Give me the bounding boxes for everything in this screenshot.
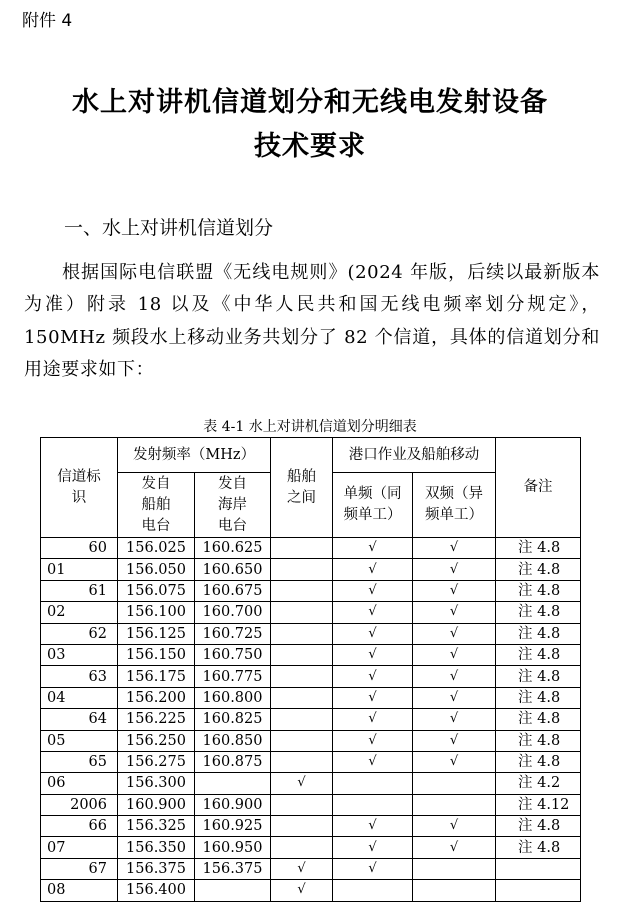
channel-id-cell: 08 (41, 880, 118, 901)
header-single-frequency: 单频（同频单工） (333, 473, 413, 538)
channel-id-cell: 2006 (41, 794, 118, 815)
ship-to-ship-cell (271, 644, 333, 665)
ship-frequency-cell: 156.250 (118, 730, 195, 751)
single-frequency-cell: √ (333, 751, 413, 772)
channel-id-cell: 04 (41, 687, 118, 708)
single-frequency-cell: √ (333, 559, 413, 580)
coast-frequency-cell: 160.700 (195, 602, 271, 623)
intro-paragraph: 根据国际电信联盟《无线电规则》(2024 年版，后续以最新版本为准）附录 18 以及《中华人民共和国无线电频率划分规定》，150MHz 频段水上移动业务共划分了 82 个信道，具体的信道划分和用途要求如下： (24, 262, 600, 380)
dual-frequency-cell (413, 773, 496, 794)
single-frequency-cell: √ (333, 709, 413, 730)
ship-frequency-cell: 156.325 (118, 816, 195, 837)
ship-to-ship-cell (271, 730, 333, 751)
ship-frequency-cell: 156.375 (118, 858, 195, 879)
channel-allocation-table (40, 437, 581, 902)
single-frequency-cell: √ (333, 816, 413, 837)
single-frequency-cell (333, 773, 413, 794)
channel-id-cell: 61 (41, 580, 118, 601)
header-from-ship: 发自船舶电台 (118, 473, 195, 538)
dual-frequency-cell: √ (413, 837, 496, 858)
single-frequency-cell (333, 880, 413, 901)
coast-frequency-cell: 160.775 (195, 666, 271, 687)
ship-to-ship-cell (271, 666, 333, 687)
table-row (41, 538, 581, 559)
channel-id-cell: 01 (41, 559, 118, 580)
channel-id-cell: 64 (41, 709, 118, 730)
remarks-cell: 注 4.12 (496, 794, 581, 815)
single-frequency-cell: √ (333, 644, 413, 665)
table-row (41, 837, 581, 858)
dual-frequency-cell: √ (413, 730, 496, 751)
coast-frequency-cell: 160.725 (195, 623, 271, 644)
ship-to-ship-cell (271, 751, 333, 772)
header-from-coast: 发自海岸电台 (195, 473, 271, 538)
header-remarks: 备注 (496, 438, 581, 538)
remarks-cell (496, 858, 581, 879)
ship-frequency-cell: 156.100 (118, 602, 195, 623)
remarks-cell: 注 4.8 (496, 538, 581, 559)
coast-frequency-cell: 160.875 (195, 751, 271, 772)
header-dual-frequency: 双频（异频单工） (413, 473, 496, 538)
coast-frequency-cell: 160.950 (195, 837, 271, 858)
dual-frequency-cell: √ (413, 580, 496, 601)
remarks-cell: 注 4.8 (496, 730, 581, 751)
ship-to-ship-cell (271, 794, 333, 815)
ship-frequency-cell: 156.075 (118, 580, 195, 601)
ship-frequency-cell: 156.275 (118, 751, 195, 772)
dual-frequency-cell (413, 858, 496, 879)
dual-frequency-cell: √ (413, 559, 496, 580)
remarks-cell: 注 4.2 (496, 773, 581, 794)
ship-to-ship-cell (271, 816, 333, 837)
table-row (41, 816, 581, 837)
table-row (41, 773, 581, 794)
table-row (41, 687, 581, 708)
remarks-cell: 注 4.8 (496, 623, 581, 644)
single-frequency-cell: √ (333, 730, 413, 751)
document-title-line-2: 技术要求 (254, 131, 366, 162)
ship-to-ship-cell (271, 837, 333, 858)
channel-id-cell: 60 (41, 538, 118, 559)
single-frequency-cell: √ (333, 666, 413, 687)
channel-id-cell: 03 (41, 644, 118, 665)
table-row (41, 644, 581, 665)
coast-frequency-cell: 156.375 (195, 858, 271, 879)
dual-frequency-cell: √ (413, 644, 496, 665)
ship-frequency-cell: 156.200 (118, 687, 195, 708)
table-row (41, 751, 581, 772)
ship-to-ship-cell: √ (271, 773, 333, 794)
channel-id-cell: 06 (41, 773, 118, 794)
dual-frequency-cell: √ (413, 687, 496, 708)
ship-to-ship-cell (271, 602, 333, 623)
header-tx-frequency: 发射频率（MHz） (118, 438, 271, 473)
ship-frequency-cell: 156.050 (118, 559, 195, 580)
ship-frequency-cell: 156.225 (118, 709, 195, 730)
dual-frequency-cell: √ (413, 709, 496, 730)
ship-frequency-cell: 156.025 (118, 538, 195, 559)
single-frequency-cell: √ (333, 858, 413, 879)
table-row (41, 666, 581, 687)
dual-frequency-cell: √ (413, 538, 496, 559)
remarks-cell: 注 4.8 (496, 580, 581, 601)
dual-frequency-cell: √ (413, 602, 496, 623)
dual-frequency-cell: √ (413, 751, 496, 772)
remarks-cell: 注 4.8 (496, 602, 581, 623)
table-row (41, 559, 581, 580)
single-frequency-cell (333, 794, 413, 815)
table-body (41, 538, 581, 902)
channel-id-cell: 63 (41, 666, 118, 687)
remarks-cell: 注 4.8 (496, 559, 581, 580)
dual-frequency-cell: √ (413, 623, 496, 644)
coast-frequency-cell: 160.850 (195, 730, 271, 751)
remarks-cell (496, 880, 581, 901)
table-row (41, 858, 581, 879)
ship-frequency-cell: 156.125 (118, 623, 195, 644)
single-frequency-cell: √ (333, 837, 413, 858)
ship-to-ship-cell: √ (271, 880, 333, 901)
ship-frequency-cell: 156.350 (118, 837, 195, 858)
header-port-operations: 港口作业及船舶移动 (333, 438, 496, 473)
single-frequency-cell: √ (333, 602, 413, 623)
ship-to-ship-cell (271, 580, 333, 601)
remarks-cell: 注 4.8 (496, 644, 581, 665)
header-channel-id: 信道标识 (41, 438, 118, 538)
ship-frequency-cell: 156.400 (118, 880, 195, 901)
remarks-cell: 注 4.8 (496, 751, 581, 772)
ship-to-ship-cell (271, 709, 333, 730)
ship-to-ship-cell (271, 623, 333, 644)
coast-frequency-cell: 160.625 (195, 538, 271, 559)
coast-frequency-cell (195, 773, 271, 794)
remarks-cell: 注 4.8 (496, 837, 581, 858)
single-frequency-cell: √ (333, 687, 413, 708)
coast-frequency-cell: 160.825 (195, 709, 271, 730)
ship-frequency-cell: 156.300 (118, 773, 195, 794)
coast-frequency-cell: 160.900 (195, 794, 271, 815)
remarks-cell: 注 4.8 (496, 816, 581, 837)
table-row (41, 794, 581, 815)
ship-frequency-cell: 156.150 (118, 644, 195, 665)
ship-to-ship-cell (271, 559, 333, 580)
channel-id-cell: 62 (41, 623, 118, 644)
coast-frequency-cell: 160.925 (195, 816, 271, 837)
coast-frequency-cell: 160.650 (195, 559, 271, 580)
single-frequency-cell: √ (333, 623, 413, 644)
channel-id-cell: 65 (41, 751, 118, 772)
dual-frequency-cell (413, 880, 496, 901)
ship-frequency-cell: 156.175 (118, 666, 195, 687)
table-caption: 表 4-1 水上对讲机信道划分明细表 (203, 419, 417, 435)
attachment-label: 附件 4 (22, 11, 73, 31)
table-row (41, 730, 581, 751)
dual-frequency-cell: √ (413, 666, 496, 687)
channel-id-cell: 66 (41, 816, 118, 837)
dual-frequency-cell: √ (413, 816, 496, 837)
single-frequency-cell: √ (333, 538, 413, 559)
channel-id-cell: 02 (41, 602, 118, 623)
table-row (41, 880, 581, 901)
table-row (41, 580, 581, 601)
ship-to-ship-cell (271, 687, 333, 708)
coast-frequency-cell: 160.675 (195, 580, 271, 601)
ship-to-ship-cell: √ (271, 858, 333, 879)
table-row (41, 709, 581, 730)
table-row (41, 623, 581, 644)
header-ship-to-ship: 船舶之间 (271, 438, 333, 538)
section-heading: 一、水上对讲机信道划分 (64, 217, 274, 239)
document-title-line-1: 水上对讲机信道划分和无线电发射设备 (72, 87, 548, 118)
remarks-cell: 注 4.8 (496, 687, 581, 708)
remarks-cell: 注 4.8 (496, 666, 581, 687)
coast-frequency-cell: 160.800 (195, 687, 271, 708)
dual-frequency-cell (413, 794, 496, 815)
ship-frequency-cell: 160.900 (118, 794, 195, 815)
channel-id-cell: 05 (41, 730, 118, 751)
table-row (41, 602, 581, 623)
coast-frequency-cell (195, 880, 271, 901)
channel-id-cell: 67 (41, 858, 118, 879)
single-frequency-cell: √ (333, 580, 413, 601)
ship-to-ship-cell (271, 538, 333, 559)
channel-id-cell: 07 (41, 837, 118, 858)
coast-frequency-cell: 160.750 (195, 644, 271, 665)
remarks-cell: 注 4.8 (496, 709, 581, 730)
